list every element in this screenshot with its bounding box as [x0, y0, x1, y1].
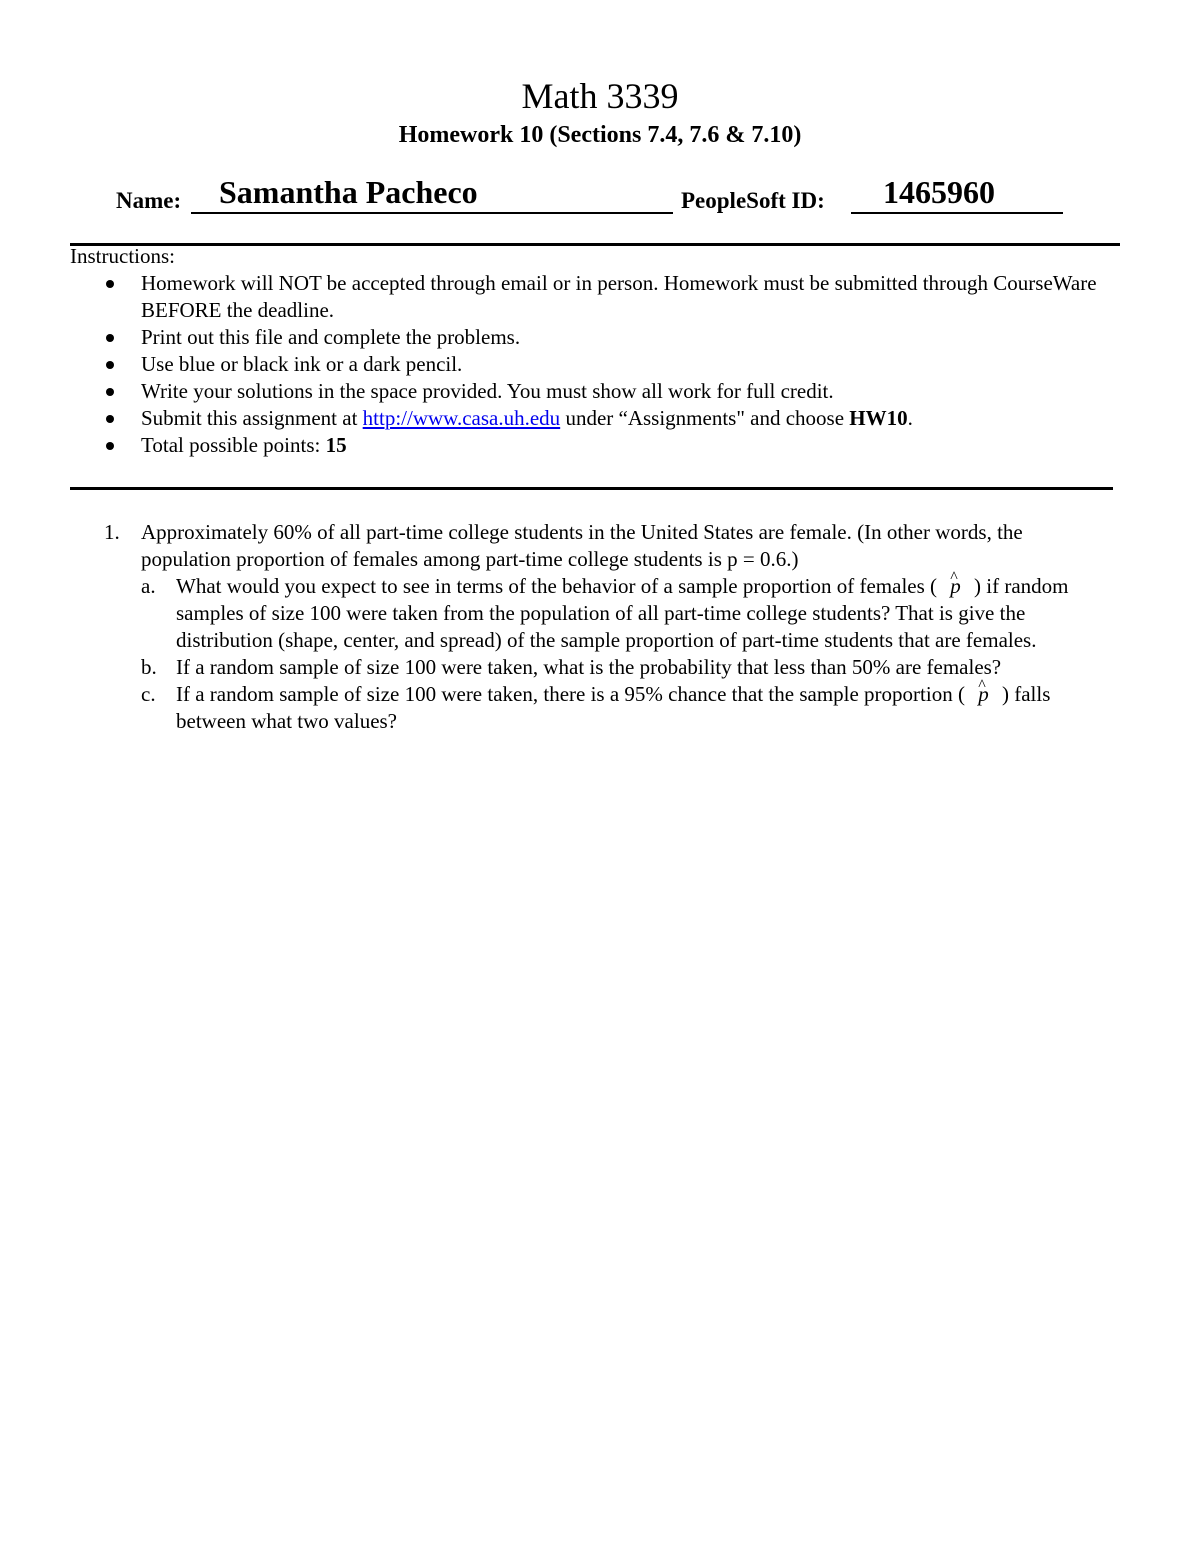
- name-value: Samantha Pacheco: [219, 174, 478, 210]
- bullet-icon: [106, 415, 114, 423]
- name-field[interactable]: [191, 176, 673, 214]
- peoplesoft-id-label: PeopleSoft ID:: [681, 188, 825, 213]
- question-text: Approximately 60% of all part-time college students in the United States are female. (In other words, the population proportion of females among part-time college students is p = 0.6.): [141, 520, 1023, 571]
- p-hat-symbol: ^ p: [970, 682, 997, 706]
- question-number: 1.: [104, 520, 120, 544]
- hw-code: HW10: [849, 406, 908, 430]
- bullet-icon: [106, 388, 114, 396]
- bullet-icon: [106, 442, 114, 450]
- question-part-a: a. What would you expect to see in terms of the behavior of a sample proportion of females ( ^ p ) if random samples of size 100 were taken from the population of all part-time college students? That is give the distribution (shape, center, and spread) of the sample proportion of part-time students that are females.: [104, 573, 1114, 654]
- peoplesoft-id-value: 1465960: [883, 174, 995, 210]
- list-item: Print out this file and complete the problems.: [70, 324, 1130, 351]
- list-item: Submit this assignment at http://www.casa.uh.edu under “Assignments" and choose HW10.: [70, 405, 1130, 432]
- peoplesoft-id-field[interactable]: [851, 176, 1063, 214]
- list-item: Total possible points: 15: [70, 432, 1130, 459]
- homework-title: Homework 10 (Sections 7.4, 7.6 & 7.10): [398, 122, 802, 148]
- bullet-icon: [106, 361, 114, 369]
- list-item: Use blue or black ink or a dark pencil.: [70, 351, 1130, 378]
- question-part-c: c. If a random sample of size 100 were taken, there is a 95% chance that the sample proportion ( ^ p ) falls between what two values?: [104, 681, 1114, 735]
- course-title: Math 3339: [521, 76, 679, 116]
- name-label: Name:: [116, 188, 182, 213]
- instructions-list: [70, 270, 1130, 459]
- p-hat-symbol: ^ p: [942, 574, 969, 598]
- bullet-icon: [106, 280, 114, 288]
- bullet-icon: [106, 334, 114, 342]
- question-part-b: b. If a random sample of size 100 were taken, what is the probability that less than 50% are females?: [141, 655, 1002, 679]
- list-item: Homework will NOT be accepted through email or in person. Homework must be submitted through CourseWare BEFORE the deadline.: [70, 270, 1130, 324]
- top-divider: [70, 243, 1120, 246]
- question-1: [104, 519, 1114, 735]
- casa-link[interactable]: http://www.casa.uh.edu: [362, 406, 561, 430]
- bottom-divider: [70, 487, 1113, 490]
- instructions-heading: Instructions:: [70, 244, 175, 268]
- list-item: Write your solutions in the space provided. You must show all work for full credit.: [70, 378, 1130, 405]
- points-value: 15: [325, 433, 347, 457]
